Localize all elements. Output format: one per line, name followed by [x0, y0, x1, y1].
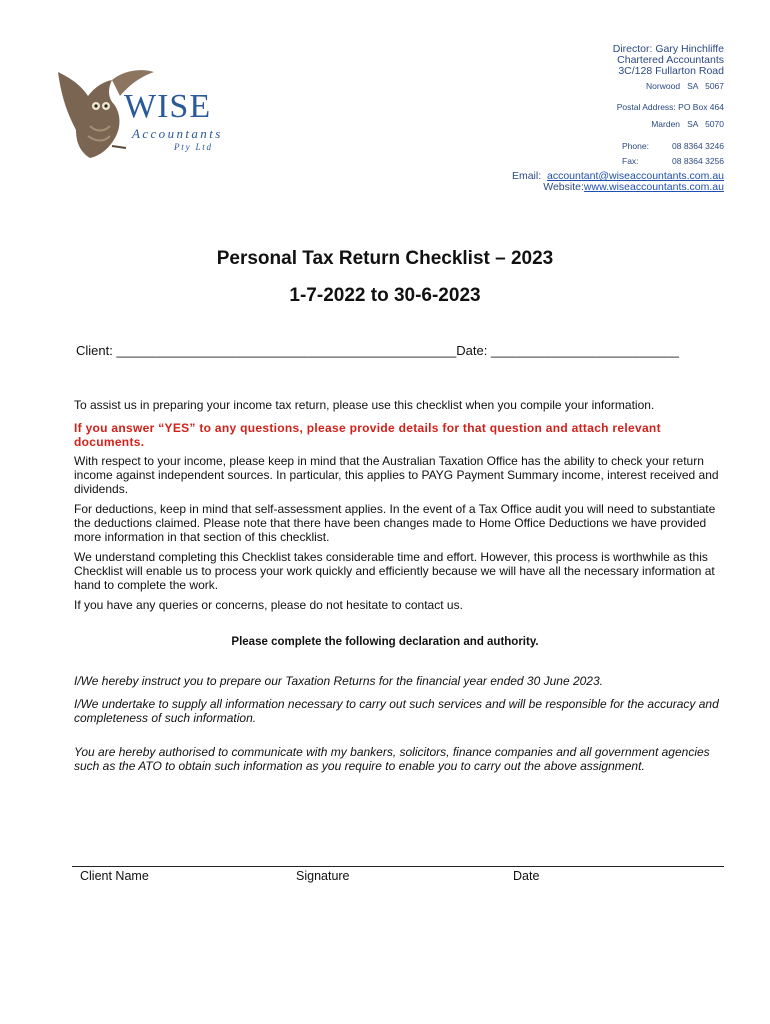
logo-wordmark: WISE	[124, 88, 212, 125]
street-address: 3C/128 Fullarton Road	[618, 65, 724, 77]
paragraph-contact: If you have any queries or concerns, please do not hesitate to contact us.	[74, 598, 463, 612]
declaration-section	[74, 674, 724, 732]
signature-label: Signature	[296, 869, 350, 883]
fax-row	[512, 155, 724, 168]
firm-title: Chartered Accountants	[617, 54, 724, 66]
company-logo	[50, 66, 260, 162]
declaration-instruct: I/We hereby instruct you to prepare our Taxation Returns for the financial year ended 30 June 2023.	[74, 674, 603, 688]
website-link[interactable]: www.wiseaccountants.com.au	[583, 181, 724, 193]
authority-text: You are hereby authorised to communicate with my bankers, solicitors, finance companies and all government agencies such as the ATO to obtain such information as you require to enable you to carry out the above assignment.	[74, 745, 710, 773]
fax-label: Fax:	[622, 156, 639, 166]
postal-suburb: Marden SA 5070	[651, 119, 724, 129]
signature-line[interactable]	[72, 866, 724, 867]
logo-pty: Pty Ltd	[174, 142, 213, 152]
street-suburb: Norwood SA 5067	[646, 81, 724, 91]
intro-section	[74, 398, 724, 618]
email-label: Email:	[511, 170, 542, 182]
yes-notice: If you answer “YES” to any questions, please provide details for that question and attach relevant documents.	[74, 421, 661, 449]
paragraph-deductions: For deductions, keep in mind that self-assessment applies. In the event of a Tax Office audit you will need to substantiate the deductions claimed. Please note that there have been changes made to Home Office Deductions we have provided more information in that section of this checklist.	[74, 502, 716, 544]
client-name-label: Client Name	[80, 869, 149, 883]
phone-number: 08 8364 3246	[672, 141, 724, 151]
page-period: 1-7-2022 to 30-6-2023	[289, 285, 481, 306]
website-row	[512, 182, 724, 193]
page-title: Personal Tax Return Checklist – 2023	[216, 248, 554, 269]
authority-section	[74, 745, 724, 780]
logo-subtitle: Accountants	[132, 126, 223, 141]
director: Director: Gary Hinchliffe	[612, 43, 724, 55]
postal-address: Postal Address: PO Box 464	[616, 102, 724, 112]
fax-number: 08 8364 3256	[672, 156, 724, 166]
paragraph-effort: We understand completing this Checklist takes considerable time and effort. However, this process is worthwhile as this Checklist will enable us to process your work quickly and efficiently because we will have all the necessary information at hand to complete the work.	[74, 550, 715, 592]
client-date-field[interactable]: Client: _______________________________________________Date: __________________________	[76, 343, 679, 358]
intro-text: To assist us in preparing your income tax return, please use this checklist when you compile your information.	[74, 398, 655, 412]
declaration-heading: Please complete the following declaration and authority.	[231, 636, 539, 648]
phone-row	[512, 140, 724, 153]
paragraph-income: With respect to your income, please keep in mind that the Australian Taxation Office has the ability to check your return income against independent sources. In particular, this applies to PAYG Payment Summary income, interest received and dividends.	[74, 454, 719, 496]
declaration-undertake: I/We undertake to supply all information necessary to carry out such services and will be responsible for the accuracy and completeness of such information.	[74, 697, 719, 725]
date-label: Date	[513, 869, 540, 883]
website-label: Website:	[543, 181, 584, 193]
email-link[interactable]: accountant@wiseaccountants.com.au	[546, 170, 724, 182]
contact-block	[512, 44, 724, 193]
phone-label: Phone:	[622, 141, 649, 151]
